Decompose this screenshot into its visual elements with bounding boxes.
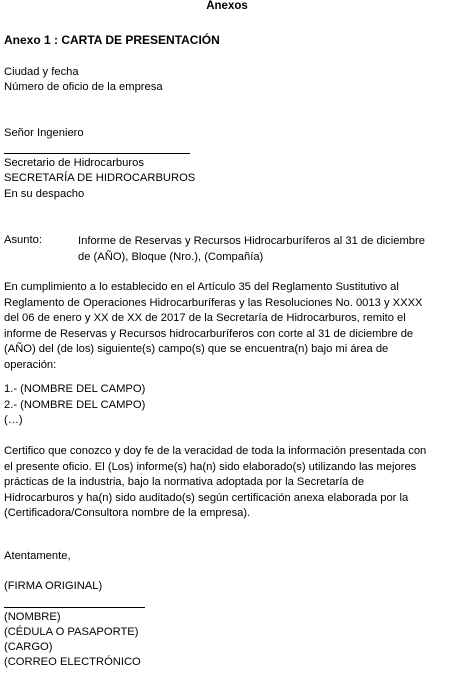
city-date: Ciudad y fecha — [4, 66, 79, 78]
paragraph-line: En cumplimiento a lo establecido en el Artículo 35 del Reglamento Sustitutivo al — [4, 281, 399, 293]
annex-heading: Anexo 1 : CARTA DE PRESENTACIÓN — [4, 33, 220, 47]
signer-name: (NOMBRE) — [4, 611, 61, 623]
paragraph-certification — [4, 444, 450, 522]
signer-email: (CORREO ELECTRÓNICO — [4, 656, 141, 668]
signature-line — [4, 607, 145, 608]
paragraph-line: prácticas de la industria, bajo la normativa adoptada por la Secretaría de — [4, 476, 365, 488]
subject-line: de (AÑO), Bloque (Nro.), (Compañía) — [78, 250, 264, 263]
paragraph-line: Hidrocarburos y ha(n) sido auditado(s) según certificación anexa elaborada por la — [4, 491, 409, 504]
field-item: 1.- (NOMBRE DEL CAMPO) — [4, 383, 146, 395]
subject-text — [78, 234, 450, 265]
recipient-title: Secretario de Hidrocarburos — [4, 157, 144, 169]
salutation: Señor Ingeniero — [4, 127, 84, 139]
paragraph-line: del 06 de enero y XX de XX de 2017 de la Secretaría de Hidrocarburos, remito el — [4, 312, 406, 324]
closing: Atentamente, — [4, 550, 71, 562]
signature-placeholder: (FIRMA ORIGINAL) — [4, 580, 103, 592]
page-title: Anexos — [206, 0, 248, 12]
paragraph-compliance — [4, 280, 450, 373]
subject-label: Asunto: — [4, 234, 42, 246]
paragraph-line: (AÑO) del (de los) siguiente(s) campo(s) que se encuentra(n) bajo mi área de — [4, 343, 389, 355]
signer-position: (CARGO) — [4, 641, 53, 653]
subject-line: Informe de Reservas y Recursos Hidrocarburíferos al 31 de diciembre — [78, 235, 425, 247]
recipient-org: SECRETARÍA DE HIDROCARBUROS — [4, 172, 196, 184]
office-number: Número de oficio de la empresa — [4, 81, 163, 93]
paragraph-line: Certifico que conozco y doy fe de la veracidad de toda la información presentada con — [4, 445, 427, 457]
paragraph-line: el presente oficio. El (Los) informe(s) ha(n) sido elaborado(s) utilizando las mejores — [4, 460, 417, 473]
paragraph-line: operación: — [4, 358, 57, 371]
paragraph-line: Reglamento de Operaciones Hidrocarburíferas y las Resoluciones No. 0013 y XXXX — [4, 296, 423, 309]
field-item: (…) — [4, 414, 23, 426]
paragraph-line: (Certificadora/Consultora nombre de la empresa). — [4, 507, 251, 519]
signer-id: (CÉDULA O PASAPORTE) — [4, 626, 139, 638]
paragraph-line: informe de Reservas y Recursos hidrocarburíferos con corte al 31 de diciembre de — [4, 327, 414, 340]
recipient-name-line — [4, 153, 190, 154]
recipient-place: En su despacho — [4, 188, 85, 200]
field-item: 2.- (NOMBRE DEL CAMPO) — [4, 399, 146, 411]
